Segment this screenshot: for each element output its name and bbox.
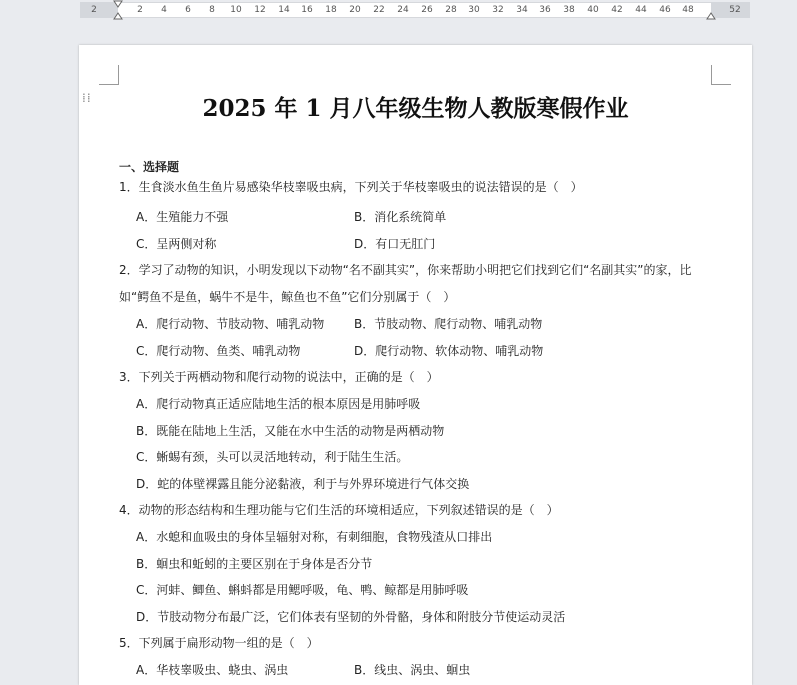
- ruler-number: 40: [587, 5, 599, 15]
- document-title: 2025 年 1 月八年级生物人教版寒假作业: [202, 95, 629, 122]
- ruler-number: 6: [185, 5, 191, 15]
- ruler-number: 14: [278, 5, 290, 15]
- option: A．水螅和血吸虫的身体呈辐射对称，有刺细胞，食物残渣从口排出: [136, 530, 493, 544]
- ruler-number: 16: [301, 5, 313, 15]
- ruler-number: 44: [635, 5, 647, 15]
- option: C．呈两侧对称: [136, 236, 217, 251]
- question-stem: 2．学习了动物的知识，小明发现以下动物“名不副其实”，你来帮助小明把它们找到它们“名副其实”的家，比如“鳄鱼不是鱼，蜗牛不是牛，鲸鱼也不鱼”它们分别属于（ ）: [119, 263, 692, 304]
- ruler-number: 36: [539, 5, 551, 15]
- ruler-number: 2: [137, 5, 143, 15]
- option-row: [119, 311, 719, 338]
- option: D．爬行动物、软体动物、哺乳动物: [354, 343, 544, 358]
- option-row: [119, 204, 719, 231]
- option: A．爬行动物、节肢动物、哺乳动物: [136, 317, 325, 331]
- question-stem: 5．下列属于扁形动物一组的是（ ）: [119, 636, 319, 650]
- document-body[interactable]: [119, 157, 719, 684]
- option-row: [119, 231, 719, 258]
- ruler-number: 52: [729, 5, 741, 15]
- question-stem: 4．动物的形态结构和生理功能与它们生活的环境相适应，下列叙述错误的是（ ）: [119, 503, 559, 517]
- section-heading: 一、选择题: [119, 160, 180, 174]
- option: B．蛔虫和蚯蚓的主要区别在于身体是否分节: [136, 556, 373, 571]
- first-line-indent-icon[interactable]: [113, 0, 123, 8]
- option: C．河蚌、鲫鱼、蝌蚪都是用鳃呼吸，龟、鸭、鲸都是用肺呼吸: [136, 583, 469, 597]
- margin-corner-top-left: [99, 65, 119, 85]
- ruler-track: [80, 2, 750, 18]
- ruler-number: 2: [91, 5, 97, 15]
- option: C．蜥蜴有颈，头可以灵活地转动，利于陆生生活。: [136, 450, 409, 464]
- ruler-number: 12: [254, 5, 266, 15]
- option: B．既能在陆地上生活，又能在水中生活的动物是两栖动物: [136, 423, 445, 438]
- horizontal-ruler[interactable]: [0, 0, 797, 22]
- option: D．节肢动物分布最广泛，它们体表有坚韧的外骨骼，身体和附肢分节使运动灵活: [136, 609, 566, 624]
- ruler-number: 48: [682, 5, 694, 15]
- option-row: [119, 338, 719, 365]
- option: B．线虫、涡虫、蛔虫: [354, 663, 471, 677]
- drag-handle-icon[interactable]: ⁞⁞: [82, 91, 92, 105]
- ruler-number: 8: [209, 5, 215, 15]
- ruler-number: 24: [397, 5, 409, 15]
- ruler-number: 34: [516, 5, 528, 15]
- option: B．节肢动物、爬行动物、哺乳动物: [354, 317, 543, 331]
- option: A．生殖能力不强: [136, 210, 229, 224]
- option: D．有口无肛门: [354, 236, 436, 251]
- option: B．消化系统简单: [354, 210, 447, 224]
- ruler-number: 26: [421, 5, 433, 15]
- ruler-number: 32: [492, 5, 504, 15]
- ruler-number: 46: [659, 5, 671, 15]
- document-page[interactable]: [79, 45, 752, 685]
- ruler-number: 18: [325, 5, 337, 15]
- right-indent-icon[interactable]: [706, 12, 716, 20]
- option: A．华枝睾吸虫、蛲虫、涡虫: [136, 663, 289, 677]
- ruler-number: 28: [445, 5, 457, 15]
- ruler-number: 22: [373, 5, 385, 15]
- option-row: [119, 657, 719, 684]
- question-stem: 1．生食淡水鱼生鱼片易感染华枝睾吸虫病，下列关于华枝睾吸虫的说法错误的是（ ）: [119, 180, 583, 194]
- hanging-indent-icon[interactable]: [113, 12, 123, 20]
- option: A．爬行动物真正适应陆地生活的根本原因是用肺呼吸: [136, 397, 421, 411]
- option: D．蛇的体壁裸露且能分泌黏液，利于与外界环境进行气体交换: [136, 476, 470, 491]
- ruler-number: 38: [563, 5, 575, 15]
- option: C．爬行动物、鱼类、哺乳动物: [136, 343, 301, 358]
- ruler-number: 42: [611, 5, 623, 15]
- margin-corner-top-right: [711, 65, 731, 85]
- ruler-number: 4: [161, 5, 167, 15]
- ruler-number: 30: [468, 5, 480, 15]
- ruler-number: 10: [230, 5, 242, 15]
- ruler-number: 20: [349, 5, 361, 15]
- question-stem: 3．下列关于两栖动物和爬行动物的说法中，正确的是（ ）: [119, 370, 439, 384]
